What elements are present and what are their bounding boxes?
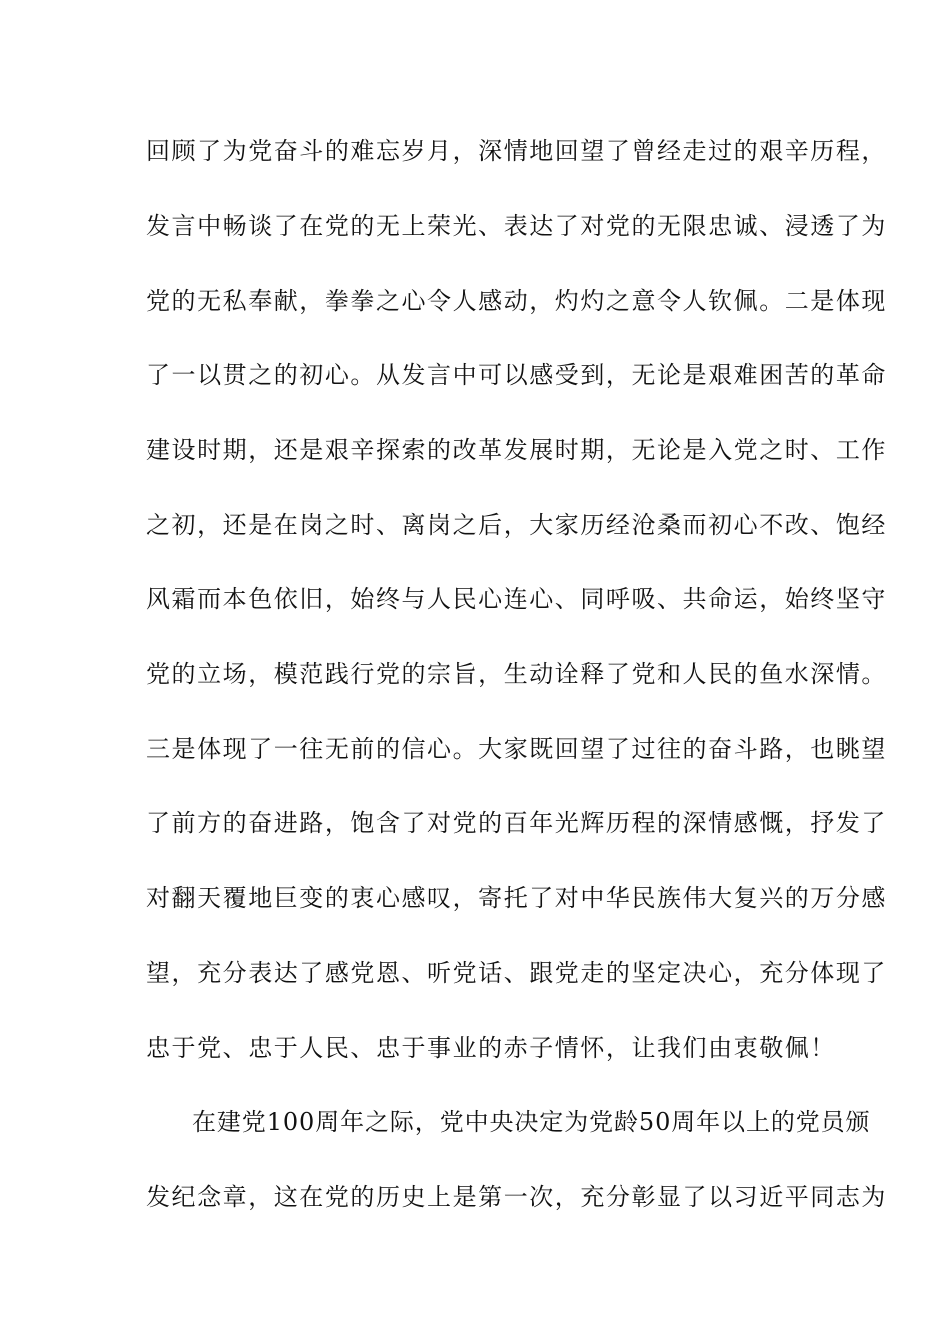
paragraph-line: 对翻天覆地巨变的衷心感叹，寄托了对中华民族伟大复兴的万分感 <box>146 884 887 912</box>
paragraph-line: 之初，还是在岗之时、离岗之后，大家历经沧桑而初心不改、饱经 <box>146 511 887 539</box>
paragraph-line: 发纪念章，这在党的历史上是第一次，充分彰显了以习近平同志为 <box>146 1183 887 1211</box>
paragraph-line: 建设时期，还是艰辛探索的改革发展时期，无论是入党之时、工作 <box>146 436 887 464</box>
paragraph-line: 党的无私奉献，拳拳之心令人感动，灼灼之意令人钦佩。二是体现 <box>146 287 887 315</box>
paragraph-line: 了前方的奋进路，饱含了对党的百年光辉历程的深情感慨，抒发了 <box>146 809 887 837</box>
paragraph-line: 党的立场，模范践行党的宗旨，生动诠释了党和人民的鱼水深情。 <box>146 660 887 688</box>
paragraph-line: 风霜而本色依旧，始终与人民心连心、同呼吸、共命运，始终坚守 <box>146 585 887 613</box>
paragraph-first-line: 在建党100周年之际，党中央决定为党龄50周年以上的党员颁 <box>192 1108 871 1136</box>
paragraph-line: 回顾了为党奋斗的难忘岁月，深情地回望了曾经走过的艰辛历程， <box>146 137 887 165</box>
paragraph-line: 三是体现了一往无前的信心。大家既回望了过往的奋斗路，也眺望 <box>146 735 887 763</box>
paragraph-line: 望，充分表达了感党恩、听党话、跟党走的坚定决心，充分体现了 <box>146 959 887 987</box>
paragraph-line: 发言中畅谈了在党的无上荣光、表达了对党的无限忠诚、浸透了为 <box>146 212 887 240</box>
paragraph-line: 了一以贯之的初心。从发言中可以感受到，无论是艰难困苦的革命 <box>146 361 887 389</box>
paragraph-last-line: 忠于党、忠于人民、忠于事业的赤子情怀，让我们由衷敬佩！ <box>146 1034 836 1062</box>
